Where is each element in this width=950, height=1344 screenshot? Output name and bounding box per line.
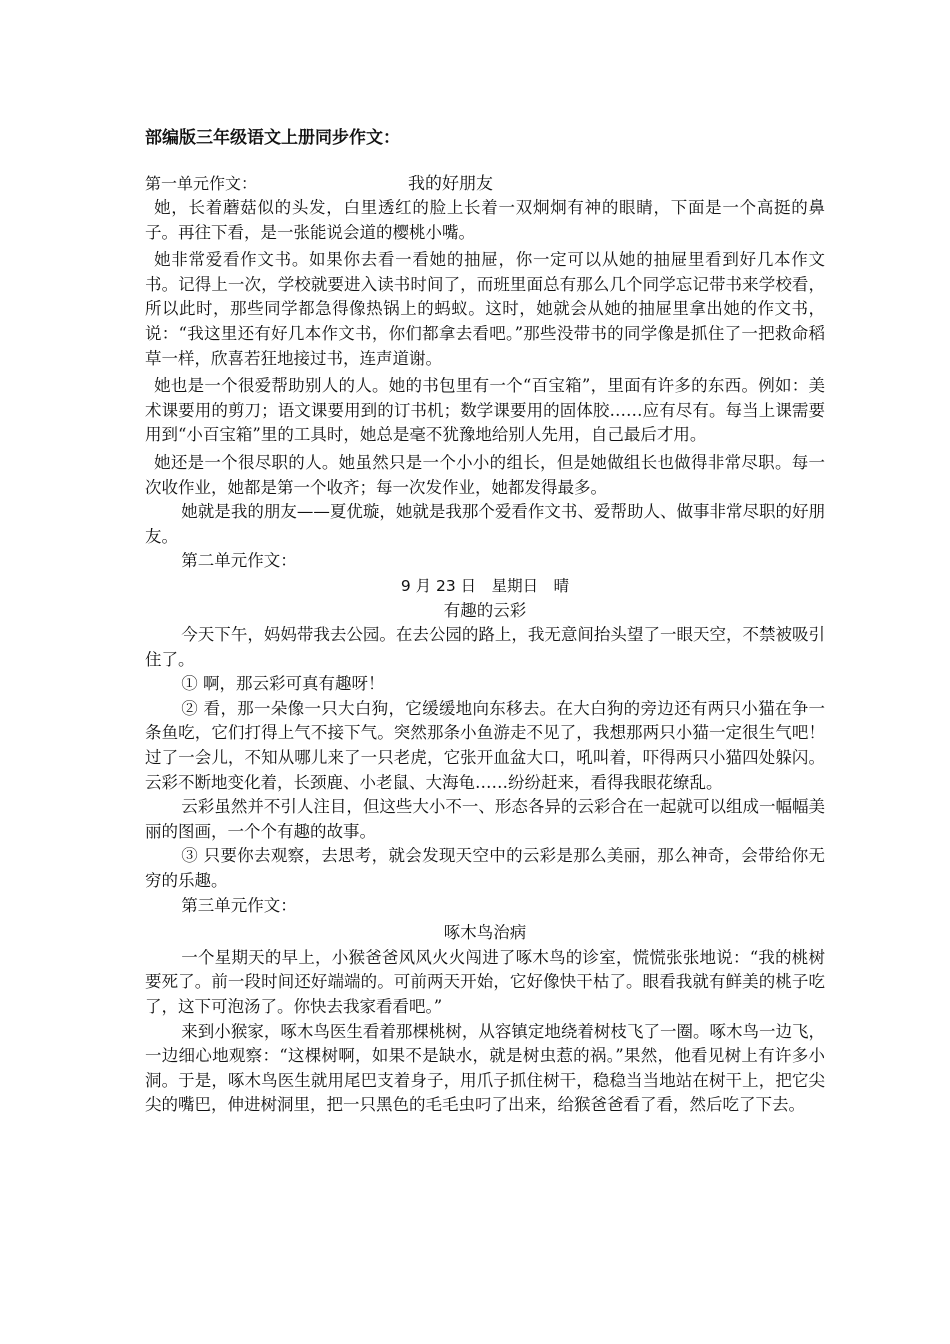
unit-1-section — [145, 172, 825, 549]
unit-2-section — [145, 549, 825, 893]
unit-3-paragraph-2: 来到小猴家，啄木鸟医生看着那棵桃树，从容镇定地绕着树枝飞了一圈。啄木鸟一边飞，一边细心地观察：“这棵树啊，如果不是缺水，就是树虫惹的祸。”果然，他看见树上有许多小洞。于是，啄木鸟医生就用尾巴支着身子，用爪子抓住树干，稳稳当当地站在树干上，把它尖尖的嘴巴，伸进树洞里，把一只黑色的毛毛虫叼了出来，给猴爸爸看了看，然后吃了下去。 — [145, 1021, 825, 1115]
unit-3-title: 啄木鸟治病 — [443, 923, 527, 943]
document-page — [145, 126, 825, 1118]
unit-1-header — [145, 172, 825, 196]
unit-1-paragraph-1: 她，长着蘑菇似的头发，白里透红的脸上长着一双炯炯有神的眼睛，下面是一个高挺的鼻子。再往下看，是一张能说会道的樱桃小嘴。 — [145, 198, 825, 242]
unit-1-paragraph-2: 她非常爱看作文书。如果你去看一看她的抽屉，你一定可以从她的抽屉里看到好几本作文书。记得上一次，学校就要进入读书时间了，而班里面总有那么几个同学忘记带书来学校看，所以此时，那些同学都急得像热锅上的蚂蚁。这时，她就会从她的抽屉里拿出她的作文书，说：“我这里还有好几本作文书，你们都拿去看吧。”那些没带书的同学像是抓住了一把救命稻草一样，欣喜若狂地接过书，连声道谢。 — [145, 250, 825, 368]
unit-3-section — [145, 894, 825, 1118]
unit-1-title: 我的好朋友 — [408, 174, 493, 194]
document-title: 部编版三年级语文上册同步作文： — [145, 128, 400, 148]
unit-2-label: 第二单元作文： — [181, 551, 297, 571]
unit-1-paragraph-3: 她也是一个很爱帮助别人的人。她的书包里有一个“百宝箱”，里面有许多的东西。例如：美术课要用的剪刀；语文课要用到的订书机；数学课要用的固体胶……应有尽有。每当上课需要用到“小百宝箱”里的工具时，她总是毫不犹豫地给别人先用，自己最后才用。 — [145, 376, 825, 445]
unit-1-paragraph-4: 她还是一个很尽职的人。她虽然只是一个小小的组长，但是她做组长也做得非常尽职。每一次收作业，她都是第一个收齐；每一次发作业，她都发得最多。 — [145, 452, 825, 497]
unit-2-paragraph-5: ③ 只要你去观察，去思考，就会发现天空中的云彩是那么美丽，那么神奇，会带给你无穷的乐趣。 — [145, 846, 825, 891]
unit-3-label: 第三单元作文： — [181, 895, 297, 915]
unit-2-paragraph-3: ② 看，那一朵像一只大白狗，它缓缓地向东移去。在大白狗的旁边还有两只小猫在争一条鱼吃，它们打得上气不接下气。突然那条小鱼游走不见了，我想那两只小猫一定很生气吧！过了一会儿，不知从哪儿来了一只老虎，它张开血盆大口，吼叫着，吓得两只小猫四处躲闪。云彩不断地变化着，长颈鹿、小老鼠、大海龟……纷纷赶来，看得我眼花缭乱。 — [145, 698, 825, 792]
unit-3-paragraph-1: 一个星期天的早上，小猴爸爸风风火火闯进了啄木鸟的诊室，慌慌张张地说：“我的桃树要死了。前一段时间还好端端的。可前两天开始，它好像快干枯了。眼看我就有鲜美的桃子吃了，这下可泡汤了。你快去我家看看吧。” — [145, 947, 825, 1016]
unit-2-title: 有趣的云彩 — [443, 600, 527, 620]
unit-2-paragraph-1: 今天下午，妈妈带我去公园。在去公园的路上，我无意间抬头望了一眼天空，不禁被吸引住了。 — [145, 625, 825, 669]
unit-1-paragraph-5: 她就是我的朋友——夏优璇，她就是我那个爱看作文书、爱帮助人、做事非常尽职的好朋友。 — [145, 502, 825, 546]
unit-2-paragraph-2: ① 啊，那云彩可真有趣呀！ — [181, 674, 385, 694]
unit-2-paragraph-4: 云彩虽然并不引人注目，但这些大小不一、形态各异的云彩合在一起就可以组成一幅幅美丽的图画，一个个有趣的故事。 — [145, 797, 825, 841]
unit-1-label: 第一单元作文： — [145, 174, 258, 193]
unit-2-date-line: 9 月 23 日 星期日 晴 — [400, 576, 570, 595]
